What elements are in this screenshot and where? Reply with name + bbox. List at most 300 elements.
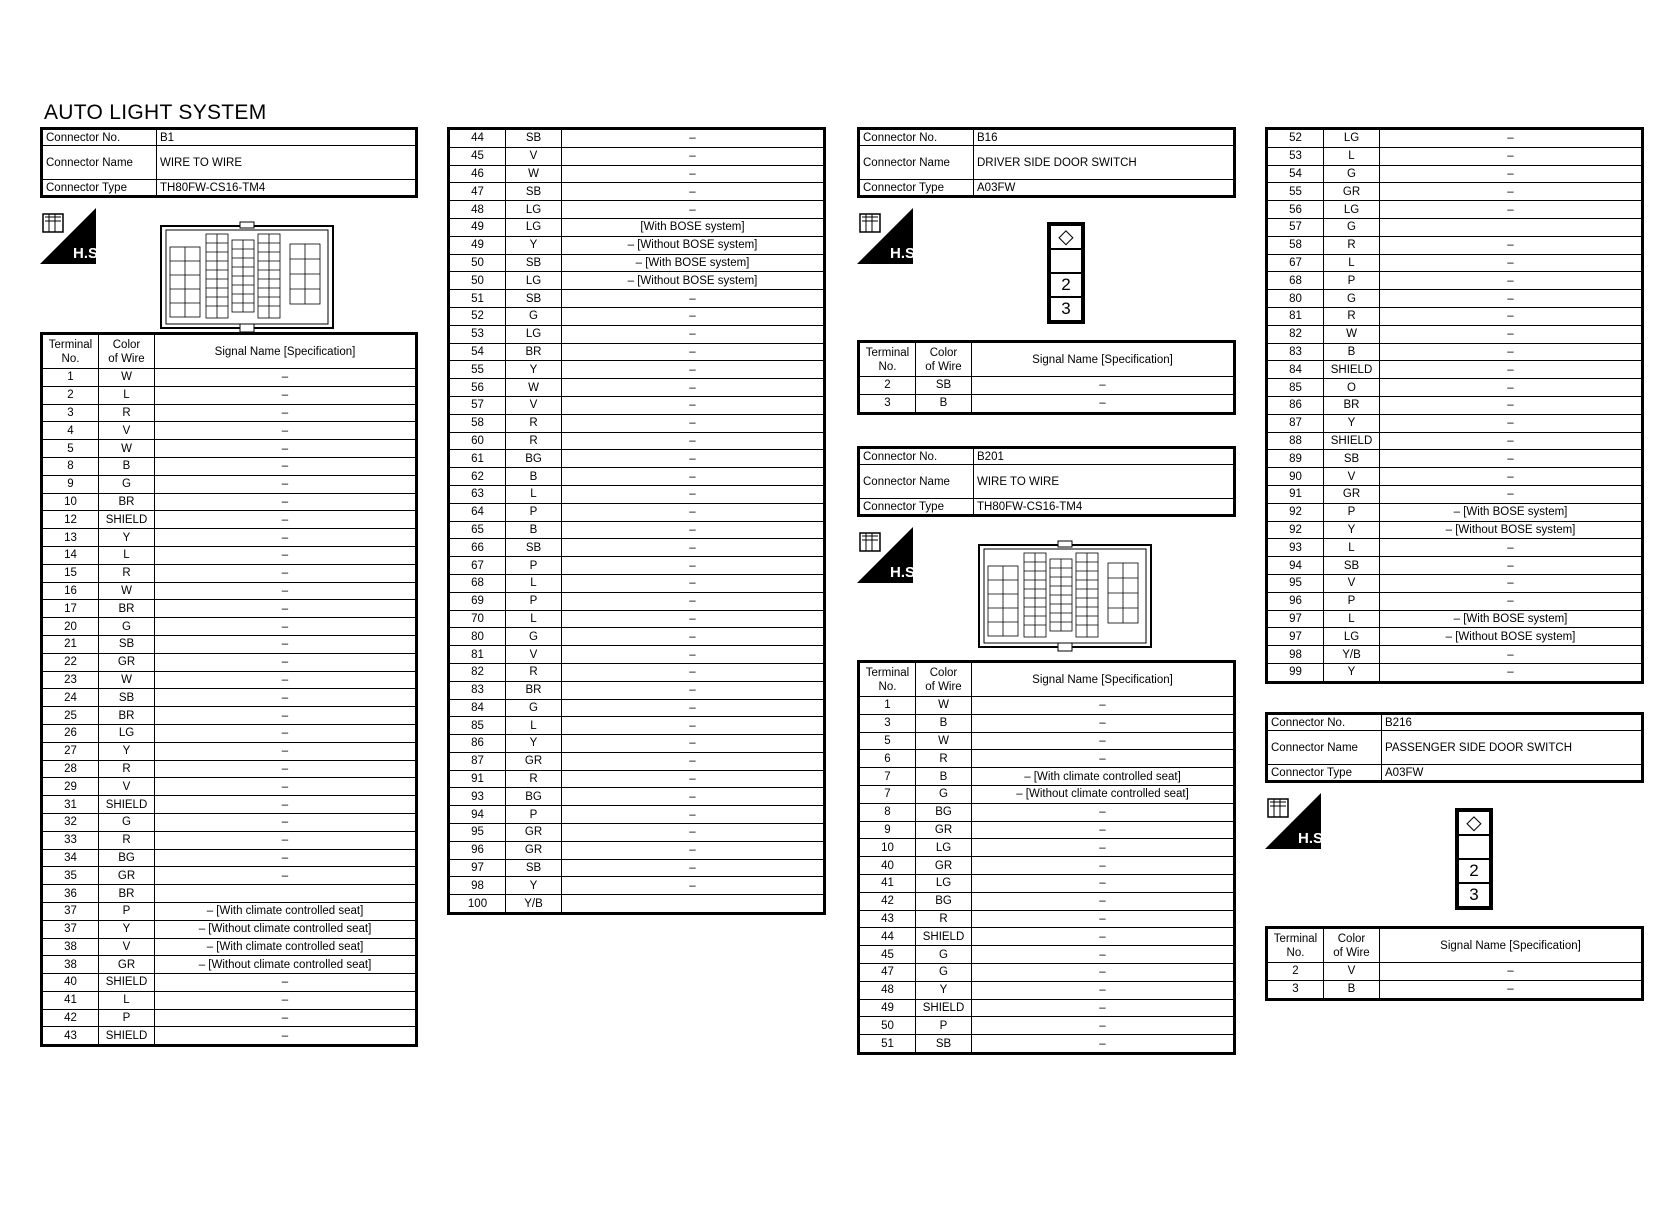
wire-color-cell: R — [99, 404, 155, 422]
connector-type-label: Connector Type — [859, 499, 974, 516]
signal-name-cell: – — [155, 778, 417, 796]
terminal-no-cell: 33 — [42, 831, 99, 849]
signal-name-cell: – — [562, 521, 825, 539]
terminal-no-cell: 31 — [42, 796, 99, 814]
terminal-no-cell: 32 — [42, 813, 99, 831]
table-row — [449, 236, 825, 254]
table-row — [42, 849, 417, 867]
lock-diamond-icon: ◇ — [1458, 811, 1490, 835]
harness-side-icon — [1265, 793, 1328, 849]
wire-color-cell: Y — [506, 361, 562, 379]
terminal-no-cell: 88 — [1267, 432, 1324, 450]
terminal-no-cell: 63 — [449, 485, 506, 503]
b16-info-block — [857, 127, 1236, 198]
terminal-no-cell: 43 — [42, 1027, 99, 1046]
signal-name-cell: – [With climate controlled seat] — [155, 902, 417, 920]
wire-color-cell: W — [506, 379, 562, 397]
wire-color-cell: SB — [506, 290, 562, 308]
terminal-no-cell: 85 — [449, 717, 506, 735]
connector-name-label: Connector Name — [1267, 731, 1382, 765]
table-row — [1267, 361, 1643, 379]
wire-color-cell: Y — [506, 236, 562, 254]
table-row — [1267, 218, 1643, 236]
terminal-no-cell: 42 — [42, 1009, 99, 1027]
table-row — [42, 938, 417, 956]
b216-connector-face — [1455, 808, 1493, 910]
table-row — [42, 742, 417, 760]
b16-connector-face — [1047, 222, 1085, 324]
wire-color-cell: BR — [99, 600, 155, 618]
signal-name-cell: – — [562, 859, 825, 877]
signal-name-cell: – [With climate controlled seat] — [972, 768, 1235, 786]
wire-color-cell: B — [506, 521, 562, 539]
terminal-no-cell: 35 — [42, 867, 99, 885]
table-row — [1267, 646, 1643, 664]
svg-text:H.S.: H.S. — [890, 564, 920, 581]
terminal-no-cell: 5 — [859, 732, 916, 750]
signal-name-cell: – — [155, 867, 417, 885]
table-row — [42, 902, 417, 920]
wire-color-cell: L — [1324, 254, 1380, 272]
table-row — [1267, 307, 1643, 325]
signal-name-cell: – — [155, 724, 417, 742]
table-row — [1267, 201, 1643, 219]
wire-color-cell: G — [916, 946, 972, 964]
wire-color-cell: BG — [506, 450, 562, 468]
terminal-no-cell: 49 — [449, 218, 506, 236]
wire-color-cell: P — [506, 503, 562, 521]
signal-name-cell: – — [155, 582, 417, 600]
table-row — [1267, 468, 1643, 486]
terminal-no-cell: 95 — [1267, 574, 1324, 592]
table-row — [449, 272, 825, 290]
signal-name-cell: – — [972, 874, 1235, 892]
signal-name-cell: – — [155, 422, 417, 440]
signal-name-cell: – — [972, 1017, 1235, 1035]
terminal-no-cell: 87 — [449, 752, 506, 770]
table-row — [859, 750, 1235, 768]
wire-color-cell: B — [916, 394, 972, 413]
terminal-no-cell: 96 — [449, 841, 506, 859]
connector-type-value: TH80FW-CS16-TM4 — [974, 499, 1235, 516]
terminal-no-cell: 97 — [1267, 610, 1324, 628]
wire-color-cell: GR — [916, 821, 972, 839]
signal-name-cell: – — [562, 557, 825, 575]
terminal-no-cell: 34 — [42, 849, 99, 867]
wire-color-cell: W — [916, 732, 972, 750]
table-row — [1267, 485, 1643, 503]
terminal-no-cell: 40 — [42, 974, 99, 992]
signal-name-cell: – — [562, 468, 825, 486]
table-row — [449, 539, 825, 557]
table-row — [449, 450, 825, 468]
signal-name-cell: – — [1380, 574, 1643, 592]
terminal-no-cell: 97 — [449, 859, 506, 877]
signal-name-cell: – — [562, 129, 825, 148]
signal-name-cell: – — [562, 574, 825, 592]
wire-color-header: Color of Wire — [916, 342, 972, 377]
wire-color-cell: W — [99, 582, 155, 600]
wire-color-cell: W — [99, 440, 155, 458]
pin-cell — [1050, 249, 1082, 273]
wire-color-cell: W — [916, 697, 972, 715]
terminal-no-cell: 94 — [1267, 557, 1324, 575]
terminal-no-cell: 16 — [42, 582, 99, 600]
wire-color-cell: G — [99, 475, 155, 493]
terminal-no-cell: 2 — [1267, 963, 1324, 981]
b216-info-block — [1265, 712, 1644, 783]
table-row — [449, 503, 825, 521]
signal-name-cell: – — [155, 440, 417, 458]
terminal-no-cell: 61 — [449, 450, 506, 468]
table-row — [1267, 325, 1643, 343]
signal-name-cell: – — [972, 981, 1235, 999]
signal-name-header: Signal Name [Specification] — [155, 334, 417, 369]
terminal-no-cell: 69 — [449, 592, 506, 610]
terminal-no-cell: 100 — [449, 895, 506, 914]
wire-color-cell: B — [916, 768, 972, 786]
table-row — [42, 956, 417, 974]
signal-name-cell: – — [562, 752, 825, 770]
wire-color-cell: LG — [1324, 628, 1380, 646]
wire-color-cell: P — [1324, 503, 1380, 521]
signal-name-header: Signal Name [Specification] — [1380, 928, 1643, 963]
wire-color-cell: LG — [99, 724, 155, 742]
terminal-no-cell: 50 — [449, 272, 506, 290]
signal-name-cell: – — [1380, 236, 1643, 254]
wire-color-cell: R — [99, 564, 155, 582]
table-row — [859, 785, 1235, 803]
signal-name-cell: – — [562, 379, 825, 397]
signal-name-cell: – — [972, 394, 1235, 413]
table-row — [42, 885, 417, 903]
terminal-no-cell: 65 — [449, 521, 506, 539]
signal-name-cell: – — [155, 831, 417, 849]
signal-name-cell: – — [972, 946, 1235, 964]
signal-name-cell: – — [1380, 414, 1643, 432]
wire-color-cell: GR — [99, 867, 155, 885]
connector-no-value: B216 — [1382, 714, 1643, 731]
table-row — [42, 760, 417, 778]
signal-name-cell: – — [972, 928, 1235, 946]
table-row — [42, 1009, 417, 1027]
signal-name-cell: – — [972, 839, 1235, 857]
pin-cell: 2 — [1050, 273, 1082, 297]
terminal-no-cell: 87 — [1267, 414, 1324, 432]
table-row — [859, 1035, 1235, 1054]
page-title: AUTO LIGHT SYSTEM — [44, 101, 267, 124]
signal-name-cell: – — [562, 343, 825, 361]
wire-color-cell: BR — [99, 707, 155, 725]
signal-name-cell: – — [155, 600, 417, 618]
wire-color-cell: BR — [99, 493, 155, 511]
signal-name-cell: – — [562, 735, 825, 753]
terminal-no-cell: 85 — [1267, 379, 1324, 397]
terminal-no-cell: 7 — [859, 768, 916, 786]
signal-name-cell: – [Without climate controlled seat] — [155, 920, 417, 938]
wire-color-cell: SB — [916, 1035, 972, 1054]
table-row — [1267, 147, 1643, 165]
terminal-no-cell: 44 — [859, 928, 916, 946]
table-row — [1267, 414, 1643, 432]
table-row — [859, 892, 1235, 910]
wire-color-cell: G — [99, 813, 155, 831]
table-row — [449, 325, 825, 343]
signal-name-cell: – — [155, 974, 417, 992]
terminal-no-cell: 20 — [42, 618, 99, 636]
table-row — [1267, 628, 1643, 646]
signal-name-cell: – [With climate controlled seat] — [155, 938, 417, 956]
signal-name-cell: – — [1380, 450, 1643, 468]
table-row — [449, 414, 825, 432]
wire-color-header: Color of Wire — [99, 334, 155, 369]
terminal-no-cell: 86 — [449, 735, 506, 753]
table-row — [449, 468, 825, 486]
signal-name-cell: – [Without BOSE system] — [1380, 521, 1643, 539]
wire-color-cell: SB — [506, 183, 562, 201]
table-row — [859, 874, 1235, 892]
terminal-no-cell: 91 — [449, 770, 506, 788]
terminal-no-cell: 60 — [449, 432, 506, 450]
terminal-no-cell: 9 — [42, 475, 99, 493]
terminal-no-cell: 29 — [42, 778, 99, 796]
harness-side-icon — [857, 208, 920, 264]
wire-color-cell: GR — [99, 653, 155, 671]
terminal-no-cell: 96 — [1267, 592, 1324, 610]
terminal-no-cell: 89 — [1267, 450, 1324, 468]
wire-color-cell: Y — [99, 529, 155, 547]
terminal-no-cell: 97 — [1267, 628, 1324, 646]
terminal-no-cell: 67 — [1267, 254, 1324, 272]
signal-name-cell: – — [562, 770, 825, 788]
table-row — [1267, 290, 1643, 308]
wire-color-cell: R — [916, 750, 972, 768]
terminal-no-cell: 46 — [449, 165, 506, 183]
signal-name-cell: – — [155, 635, 417, 653]
signal-name-cell: – — [562, 806, 825, 824]
signal-name-cell: – — [562, 592, 825, 610]
terminal-no-cell: 4 — [42, 422, 99, 440]
table-row — [1267, 663, 1643, 682]
table-row — [42, 653, 417, 671]
signal-name-cell: – [With BOSE system] — [1380, 503, 1643, 521]
wire-color-cell: V — [99, 778, 155, 796]
terminal-no-cell: 6 — [859, 750, 916, 768]
wire-color-cell: LG — [506, 201, 562, 219]
hs-text: H.S. — [73, 245, 103, 262]
signal-name-cell: – [With BOSE system] — [562, 254, 825, 272]
wire-color-cell: V — [1324, 468, 1380, 486]
terminal-no-cell: 17 — [42, 600, 99, 618]
wire-color-cell: Y — [1324, 414, 1380, 432]
wire-color-cell: BR — [1324, 396, 1380, 414]
signal-name-cell: – — [562, 681, 825, 699]
table-row — [449, 592, 825, 610]
terminal-no-cell: 66 — [449, 539, 506, 557]
table-row — [1267, 521, 1643, 539]
table-row — [859, 768, 1235, 786]
terminal-no-cell: 12 — [42, 511, 99, 529]
terminal-no-cell: 80 — [449, 628, 506, 646]
signal-name-cell: – [Without BOSE system] — [562, 236, 825, 254]
table-row — [449, 379, 825, 397]
lock-diamond-icon: ◇ — [1050, 225, 1082, 249]
terminal-no-header: Terminal No. — [42, 334, 99, 369]
terminal-no-cell: 83 — [449, 681, 506, 699]
terminal-no-cell: 45 — [449, 147, 506, 165]
terminal-no-cell: 1 — [42, 369, 99, 387]
wire-color-cell: L — [99, 386, 155, 404]
connector-type-label: Connector Type — [42, 180, 157, 197]
table-row — [449, 699, 825, 717]
signal-name-cell: – — [562, 503, 825, 521]
signal-name-cell: – — [1380, 539, 1643, 557]
table-row — [449, 574, 825, 592]
table-row — [449, 681, 825, 699]
terminal-no-cell: 93 — [449, 788, 506, 806]
table-row — [42, 511, 417, 529]
terminal-no-cell: 22 — [42, 653, 99, 671]
terminal-no-cell: 54 — [1267, 165, 1324, 183]
terminal-no-cell: 56 — [449, 379, 506, 397]
wire-color-cell: SB — [1324, 557, 1380, 575]
table-row — [42, 475, 417, 493]
wire-color-cell: P — [506, 557, 562, 575]
signal-name-cell: – — [562, 841, 825, 859]
connector-no-value: B201 — [974, 448, 1235, 465]
signal-name-cell: – — [972, 697, 1235, 715]
terminal-no-cell: 53 — [449, 325, 506, 343]
terminal-no-cell: 50 — [859, 1017, 916, 1035]
terminal-no-cell: 2 — [42, 386, 99, 404]
signal-name-cell — [1380, 218, 1643, 236]
wire-color-cell: LG — [1324, 201, 1380, 219]
wire-color-cell: SHIELD — [99, 974, 155, 992]
table-row — [42, 724, 417, 742]
wire-color-cell: B — [506, 468, 562, 486]
wire-color-cell: SB — [506, 539, 562, 557]
table-row — [1267, 980, 1643, 999]
terminal-no-cell: 50 — [449, 254, 506, 272]
terminal-no-cell: 10 — [42, 493, 99, 511]
wire-color-cell: SHIELD — [1324, 361, 1380, 379]
wire-color-cell: L — [506, 574, 562, 592]
table-row — [42, 689, 417, 707]
table-row — [42, 529, 417, 547]
signal-name-cell: – — [1380, 165, 1643, 183]
terminal-no-cell: 3 — [859, 394, 916, 413]
table-row — [449, 859, 825, 877]
table-row — [449, 663, 825, 681]
wire-color-cell: B — [1324, 343, 1380, 361]
signal-name-cell: – — [155, 546, 417, 564]
wire-color-cell: R — [1324, 307, 1380, 325]
wire-color-cell: G — [1324, 218, 1380, 236]
terminal-no-cell: 58 — [449, 414, 506, 432]
table-row — [1267, 450, 1643, 468]
table-row — [449, 165, 825, 183]
wire-color-cell: LG — [1324, 129, 1380, 148]
table-row — [1267, 236, 1643, 254]
terminal-no-cell: 3 — [859, 714, 916, 732]
terminal-no-cell: 2 — [859, 377, 916, 395]
signal-name-cell — [155, 885, 417, 903]
wire-color-cell: G — [916, 785, 972, 803]
signal-name-cell: – [Without climate controlled seat] — [155, 956, 417, 974]
table-row — [449, 770, 825, 788]
table-row — [42, 813, 417, 831]
signal-name-cell: – — [155, 760, 417, 778]
terminal-no-cell: 21 — [42, 635, 99, 653]
table-row — [449, 183, 825, 201]
table-row — [42, 618, 417, 636]
terminal-no-cell: 1 — [859, 697, 916, 715]
terminal-no-cell: 28 — [42, 760, 99, 778]
wire-color-cell: L — [506, 485, 562, 503]
terminal-no-cell: 23 — [42, 671, 99, 689]
terminal-no-header: Terminal No. — [859, 342, 916, 377]
table-row — [449, 129, 825, 148]
wire-color-cell: BR — [506, 343, 562, 361]
connector-name-value: DRIVER SIDE DOOR SWITCH — [974, 146, 1235, 180]
wire-color-cell: G — [916, 963, 972, 981]
wire-color-cell: Y/B — [506, 895, 562, 914]
table-row — [42, 422, 417, 440]
signal-name-cell: – — [562, 147, 825, 165]
terminal-no-cell: 9 — [859, 821, 916, 839]
wire-color-cell: GR — [1324, 183, 1380, 201]
table-row — [42, 600, 417, 618]
connector-type-value: TH80FW-CS16-TM4 — [157, 180, 417, 197]
terminal-no-cell: 48 — [859, 981, 916, 999]
terminal-no-cell: 68 — [1267, 272, 1324, 290]
signal-name-cell: – — [562, 824, 825, 842]
signal-name-cell: – — [972, 732, 1235, 750]
table-row — [42, 457, 417, 475]
wire-color-cell: R — [916, 910, 972, 928]
table-row — [1267, 254, 1643, 272]
terminal-no-cell: 64 — [449, 503, 506, 521]
table-row — [1267, 432, 1643, 450]
signal-name-cell: – — [972, 1035, 1235, 1054]
table-row — [449, 628, 825, 646]
table-row — [1267, 396, 1643, 414]
terminal-no-cell: 92 — [1267, 521, 1324, 539]
wire-color-cell: SB — [99, 635, 155, 653]
signal-name-cell: – — [1380, 646, 1643, 664]
wire-color-cell: L — [506, 717, 562, 735]
table-row — [42, 974, 417, 992]
wire-color-cell: G — [506, 307, 562, 325]
wire-color-cell: P — [506, 592, 562, 610]
wire-color-cell: Y — [506, 735, 562, 753]
terminal-no-cell: 15 — [42, 564, 99, 582]
signal-name-cell: – — [1380, 396, 1643, 414]
wire-color-cell: Y/B — [1324, 646, 1380, 664]
terminal-no-cell: 91 — [1267, 485, 1324, 503]
wire-color-cell: R — [506, 663, 562, 681]
signal-name-cell: – — [155, 813, 417, 831]
table-row — [42, 582, 417, 600]
signal-name-cell: – — [155, 511, 417, 529]
wire-color-cell: O — [1324, 379, 1380, 397]
b1-terminal-table — [40, 332, 418, 1047]
wire-color-cell: L — [1324, 147, 1380, 165]
signal-name-cell: – — [155, 404, 417, 422]
wire-color-cell: R — [506, 770, 562, 788]
signal-name-cell: – — [1380, 129, 1643, 148]
table-row — [1267, 272, 1643, 290]
